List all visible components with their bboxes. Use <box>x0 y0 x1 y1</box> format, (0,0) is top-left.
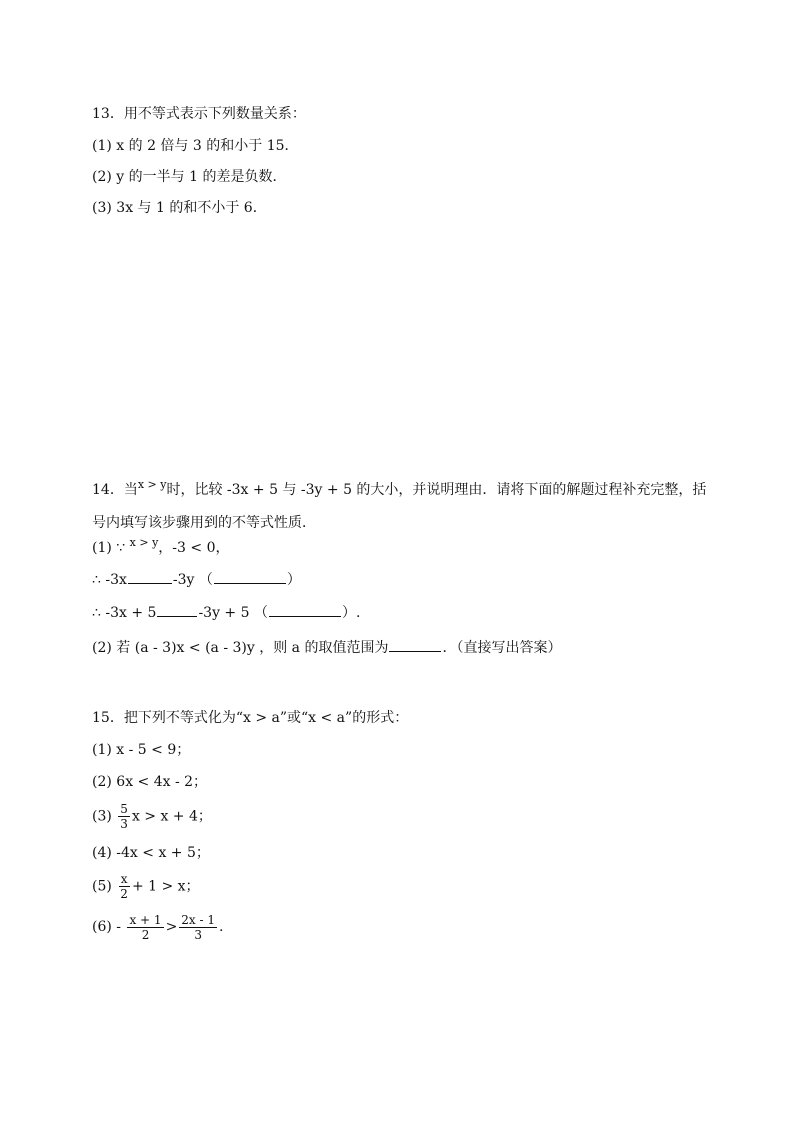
denominator: 2 <box>141 927 150 942</box>
q14-prefix: 14．当 <box>92 482 138 498</box>
q13-item-3: (3) 3x 与 1 的和不小于 6． <box>92 200 267 216</box>
q14-statement <box>92 474 717 539</box>
q15-item-6 <box>92 912 223 942</box>
fraction <box>118 872 130 901</box>
numerator: 2x - 1 <box>181 912 216 927</box>
answer-blank[interactable] <box>157 602 197 617</box>
q14-step3-left: ∴ -3x + 5 <box>92 605 157 621</box>
q14-text: 时，比较 -3x + 5 与 -3y + 5 的大小，并说明理由．请将下面的解题过程补充完整，括号内填写该步骤用到的不等式性质． <box>92 482 707 531</box>
numerator: 5 <box>120 802 128 816</box>
q15-item-3 <box>92 802 212 831</box>
q15-item-1: (1) x - 5 < 9； <box>92 742 191 758</box>
answer-blank[interactable] <box>389 637 441 652</box>
item-rest: + 1 > x； <box>131 878 200 895</box>
period: . <box>219 919 224 935</box>
q13-title: 13．用不等式表示下列数量关系： <box>92 106 306 122</box>
fraction <box>118 802 130 831</box>
numerator: x + 1 <box>129 912 162 927</box>
q13-item-2: (2) y 的一半与 1 的差是负数． <box>92 169 287 185</box>
numerator: x <box>120 872 128 886</box>
q14-part2-note: ．（直接写出答案） <box>442 640 562 656</box>
denominator: 3 <box>120 817 128 831</box>
reason-blank[interactable] <box>269 602 341 617</box>
because-symbol: (1) ∵ <box>92 540 126 556</box>
item-label: (6) - <box>92 919 122 935</box>
operator: > <box>165 919 178 935</box>
q14-step2-left: ∴ -3x <box>92 572 127 588</box>
q15-item-5 <box>92 872 200 901</box>
q14-step1-condition: x > y <box>129 536 159 549</box>
q14-step3-right: -3y + 5 （ <box>198 605 268 621</box>
q15-title: 15．把下列不等式化为“x > a”或“x < a”的形式： <box>92 710 409 726</box>
q14-condition: x > y <box>137 478 167 491</box>
q14-part2-text: (2) 若 (a - 3)x < (a - 3)y ，则 a 的取值范围为 <box>92 640 389 656</box>
q15-item-4: (4) -4x < x + 5； <box>92 845 210 861</box>
denominator: 3 <box>194 927 202 942</box>
q14-step-2 <box>92 569 301 590</box>
q14-step2-close: ） <box>286 572 301 588</box>
q14-step-1 <box>92 538 229 559</box>
q14-step2-right: -3y （ <box>172 572 213 588</box>
item-label: (5) <box>92 878 112 895</box>
q14-step1-rest: ，-3 < 0， <box>158 540 230 556</box>
item-rest: x > x + 4； <box>131 808 212 825</box>
q14-step-3 <box>92 602 360 623</box>
reason-blank[interactable] <box>214 569 286 584</box>
q14-part-2 <box>92 637 561 658</box>
item-label: (3) <box>92 808 112 825</box>
fraction <box>127 913 163 942</box>
answer-blank[interactable] <box>128 569 172 584</box>
q13-item-1: (1) x 的 2 倍与 3 的和小于 15． <box>92 138 299 154</box>
denominator: 2 <box>120 887 128 901</box>
fraction <box>179 913 217 942</box>
q14-step3-close: ）. <box>341 605 361 621</box>
q15-item-2: (2) 6x < 4x - 2； <box>92 774 208 790</box>
